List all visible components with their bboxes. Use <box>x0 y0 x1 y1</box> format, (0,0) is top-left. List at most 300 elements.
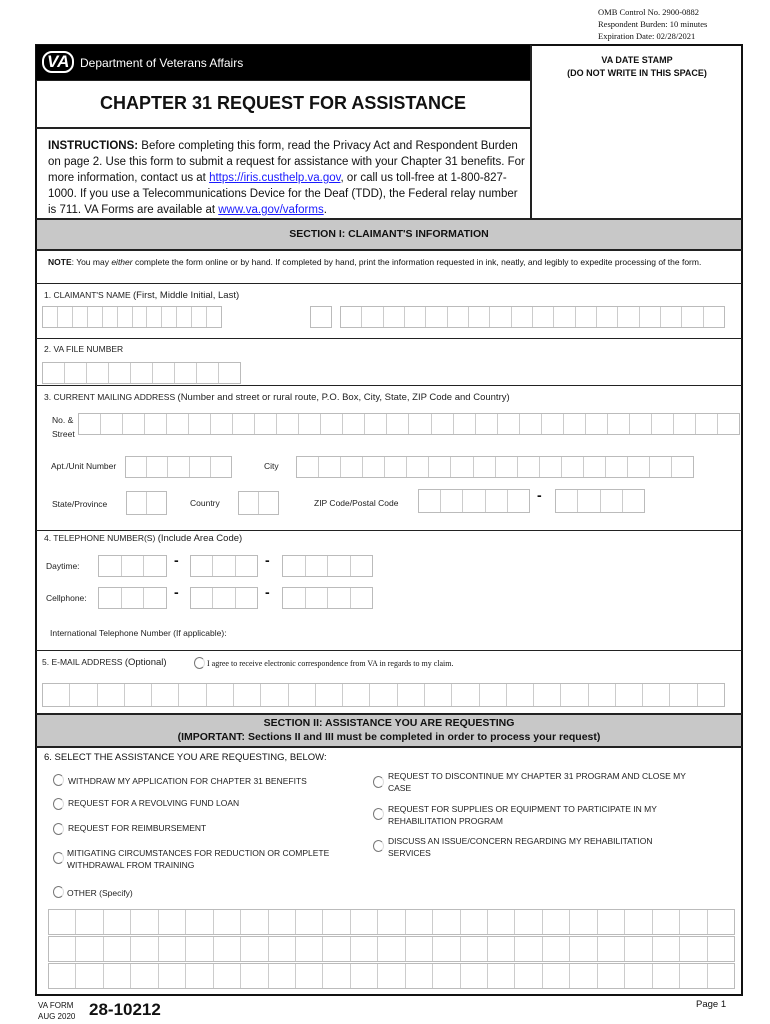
char-cell[interactable] <box>409 414 431 434</box>
option-radio[interactable] <box>373 776 384 788</box>
char-cell[interactable] <box>490 307 511 327</box>
char-cell[interactable] <box>277 414 299 434</box>
char-cell[interactable] <box>289 684 316 706</box>
char-cell[interactable] <box>452 684 479 706</box>
char-cell[interactable] <box>461 937 488 961</box>
char-cell[interactable] <box>496 457 518 477</box>
char-cell[interactable] <box>616 684 643 706</box>
state-label: State/Province <box>52 499 108 509</box>
char-cell[interactable] <box>488 910 515 934</box>
char-cell[interactable] <box>88 307 103 327</box>
char-cell[interactable] <box>43 684 70 706</box>
char-cell[interactable] <box>351 964 378 988</box>
char-cell[interactable] <box>432 414 454 434</box>
option-label: WITHDRAW MY APPLICATION FOR CHAPTER 31 BENEFITS <box>68 776 307 786</box>
char-cell[interactable] <box>543 964 570 988</box>
middle-initial-field[interactable] <box>310 306 332 328</box>
form-title: CHAPTER 31 REQUEST FOR ASSISTANCE <box>99 93 467 113</box>
char-cell[interactable] <box>283 556 306 576</box>
char-cell[interactable] <box>168 457 189 477</box>
question-6-label: 6. SELECT THE ASSISTANCE YOU ARE REQUESTING, BELOW: <box>44 752 327 763</box>
char-cell[interactable] <box>405 307 426 327</box>
char-cell[interactable] <box>43 363 65 383</box>
char-cell[interactable] <box>625 964 652 988</box>
char-cell[interactable] <box>562 457 584 477</box>
char-cell[interactable] <box>323 964 350 988</box>
char-cell[interactable] <box>419 490 441 512</box>
char-cell[interactable] <box>698 684 724 706</box>
char-cell[interactable] <box>406 937 433 961</box>
country-field[interactable] <box>238 491 279 515</box>
char-cell[interactable] <box>328 556 351 576</box>
char-cell[interactable] <box>515 937 542 961</box>
omb-info <box>598 6 707 42</box>
char-cell[interactable] <box>512 307 533 327</box>
char-cell[interactable] <box>131 937 158 961</box>
state-field[interactable] <box>126 491 167 515</box>
char-cell[interactable] <box>261 684 288 706</box>
char-cell[interactable] <box>269 937 296 961</box>
char-cell[interactable] <box>708 910 734 934</box>
char-cell[interactable] <box>239 492 259 514</box>
char-cell[interactable] <box>296 910 323 934</box>
char-cell[interactable] <box>515 964 542 988</box>
char-cell[interactable] <box>162 307 177 327</box>
char-cell[interactable] <box>448 307 469 327</box>
date-stamp-box <box>532 54 742 80</box>
zip-label: ZIP Code/Postal Code <box>314 498 399 508</box>
cell-line-field[interactable] <box>282 587 373 609</box>
char-cell[interactable] <box>543 937 570 961</box>
char-cell[interactable] <box>145 414 167 434</box>
char-cell[interactable] <box>255 414 277 434</box>
option-radio[interactable] <box>373 840 384 852</box>
char-cell[interactable] <box>426 307 447 327</box>
char-cell[interactable] <box>99 556 122 576</box>
char-cell[interactable] <box>351 588 373 608</box>
char-cell[interactable] <box>58 307 73 327</box>
char-cell[interactable] <box>236 556 257 576</box>
char-cell[interactable] <box>463 490 485 512</box>
char-cell[interactable] <box>122 588 145 608</box>
char-cell[interactable] <box>433 964 460 988</box>
char-cell[interactable] <box>207 307 221 327</box>
char-cell[interactable] <box>179 684 206 706</box>
respondent-burden: Respondent Burden: 10 minutes <box>598 19 708 29</box>
char-cell[interactable] <box>98 684 125 706</box>
char-cell[interactable] <box>104 964 131 988</box>
char-cell[interactable] <box>425 684 452 706</box>
char-cell[interactable] <box>606 457 628 477</box>
daytime-area-field[interactable] <box>98 555 167 577</box>
char-cell[interactable] <box>625 910 652 934</box>
char-cell[interactable] <box>76 910 103 934</box>
daytime-line-field[interactable] <box>282 555 373 577</box>
char-cell[interactable] <box>433 910 460 934</box>
char-cell[interactable] <box>70 684 97 706</box>
char-cell[interactable] <box>321 414 343 434</box>
last-name-field[interactable] <box>340 306 725 328</box>
char-cell[interactable] <box>144 556 166 576</box>
email-field[interactable] <box>42 683 725 707</box>
option-radio[interactable] <box>53 886 64 898</box>
char-cell[interactable] <box>153 363 175 383</box>
char-cell[interactable] <box>578 490 600 512</box>
section-1-header: SECTION I: CLAIMANT'S INFORMATION <box>37 220 741 249</box>
char-cell[interactable] <box>131 964 158 988</box>
char-cell[interactable] <box>682 307 703 327</box>
city-field[interactable] <box>296 456 694 478</box>
char-cell[interactable] <box>584 457 606 477</box>
apt-field[interactable] <box>125 456 232 478</box>
dash: - <box>265 552 270 568</box>
char-cell[interactable] <box>628 457 650 477</box>
char-cell[interactable] <box>197 363 219 383</box>
char-cell[interactable] <box>259 492 278 514</box>
char-cell[interactable] <box>561 684 588 706</box>
char-cell[interactable] <box>234 684 261 706</box>
option-radio[interactable] <box>53 774 64 786</box>
char-cell[interactable] <box>177 307 192 327</box>
char-cell[interactable] <box>159 910 186 934</box>
char-cell[interactable] <box>433 937 460 961</box>
char-cell[interactable] <box>378 964 405 988</box>
char-cell[interactable] <box>319 457 341 477</box>
char-cell[interactable] <box>515 910 542 934</box>
char-cell[interactable] <box>488 964 515 988</box>
char-cell[interactable] <box>586 414 608 434</box>
char-cell[interactable] <box>214 910 241 934</box>
char-cell[interactable] <box>508 490 529 512</box>
page-number: Page 1 <box>696 999 727 1010</box>
char-cell[interactable] <box>175 363 197 383</box>
char-cell[interactable] <box>186 937 213 961</box>
char-cell[interactable] <box>406 964 433 988</box>
char-cell[interactable] <box>311 307 331 327</box>
char-cell[interactable] <box>488 937 515 961</box>
char-cell[interactable] <box>76 937 103 961</box>
char-cell[interactable] <box>406 910 433 934</box>
char-cell[interactable] <box>76 964 103 988</box>
street-field[interactable] <box>78 413 740 435</box>
char-cell[interactable] <box>186 964 213 988</box>
apt-label: Apt./Unit Number <box>51 461 117 471</box>
char-cell[interactable] <box>104 937 131 961</box>
char-cell[interactable] <box>680 937 707 961</box>
zip-field[interactable] <box>418 489 530 513</box>
char-cell[interactable] <box>704 307 724 327</box>
char-cell[interactable] <box>365 414 387 434</box>
char-cell[interactable] <box>73 307 88 327</box>
char-cell[interactable] <box>211 457 231 477</box>
option-label: REQUEST FOR SUPPLIES OR EQUIPMENT TO PARTICIPATE IN MY REHABILITATION PROGRAM <box>388 804 657 826</box>
char-cell[interactable] <box>661 307 682 327</box>
char-cell[interactable] <box>486 490 508 512</box>
expiration-date: Expiration Date: 02/28/2021 <box>598 31 696 41</box>
char-cell[interactable] <box>241 937 268 961</box>
char-cell[interactable] <box>118 307 133 327</box>
char-cell[interactable] <box>49 964 76 988</box>
char-cell[interactable] <box>570 964 597 988</box>
char-cell[interactable] <box>191 588 213 608</box>
char-cell[interactable] <box>296 964 323 988</box>
char-cell[interactable] <box>680 910 707 934</box>
char-cell[interactable] <box>618 307 639 327</box>
option-label: DISCUSS AN ISSUE/CONCERN REGARDING MY REHABILITATION SERVICES <box>388 836 653 858</box>
cell-prefix-field[interactable] <box>190 587 258 609</box>
char-cell[interactable] <box>283 588 306 608</box>
char-cell[interactable] <box>589 684 616 706</box>
char-cell[interactable] <box>554 307 575 327</box>
char-cell[interactable] <box>211 414 233 434</box>
cell-area-field[interactable] <box>98 587 167 609</box>
char-cell[interactable] <box>451 457 473 477</box>
char-cell[interactable] <box>191 556 213 576</box>
char-cell[interactable] <box>341 457 363 477</box>
char-cell[interactable] <box>650 457 672 477</box>
instructions: INSTRUCTIONS: Before completing this form, read the Privacy Act and Respondent Burden on page 2. Use this form to submit a request for assistance with your Chapter 31 benefits. For more information, contact us at https://iris.custhelp.va.gov, or call us toll-free at 1-800-827-1000. If you use a Telecommunications Device for the Deaf (TDD), the Federal relay number is 711. VA Forms are available at www.va.gov/vaforms. <box>48 140 525 216</box>
daytime-label: Daytime: <box>46 561 80 571</box>
char-cell[interactable] <box>454 414 476 434</box>
char-cell[interactable] <box>207 684 234 706</box>
char-cell[interactable] <box>362 307 383 327</box>
char-cell[interactable] <box>167 414 189 434</box>
char-cell[interactable] <box>378 910 405 934</box>
char-cell[interactable] <box>343 684 370 706</box>
char-cell[interactable] <box>159 937 186 961</box>
char-cell[interactable] <box>469 307 490 327</box>
char-cell[interactable] <box>152 684 179 706</box>
char-cell[interactable] <box>623 490 644 512</box>
char-cell[interactable] <box>363 457 385 477</box>
char-cell[interactable] <box>630 414 652 434</box>
char-cell[interactable] <box>123 414 145 434</box>
other-specify-line-1[interactable] <box>48 909 735 935</box>
zip-plus4-field[interactable] <box>555 489 645 513</box>
option-label: REQUEST FOR A REVOLVING FUND LOAN <box>68 798 240 808</box>
char-cell[interactable] <box>643 684 670 706</box>
char-cell[interactable] <box>133 307 148 327</box>
char-cell[interactable] <box>343 414 365 434</box>
char-cell[interactable] <box>387 414 409 434</box>
dash: - <box>265 584 270 600</box>
char-cell[interactable] <box>306 556 329 576</box>
char-cell[interactable] <box>598 964 625 988</box>
char-cell[interactable] <box>398 684 425 706</box>
address-label: 3. CURRENT MAILING ADDRESS (Number and street or rural route, P.O. Box, City, State, ZIP Code and Country) <box>44 392 510 403</box>
char-cell[interactable] <box>219 363 240 383</box>
char-cell[interactable] <box>441 490 463 512</box>
char-cell[interactable] <box>670 684 697 706</box>
char-cell[interactable] <box>109 363 131 383</box>
char-cell[interactable] <box>556 490 578 512</box>
char-cell[interactable] <box>269 910 296 934</box>
char-cell[interactable] <box>122 556 145 576</box>
intl-phone-label: International Telephone Number (If applicable): <box>50 628 227 638</box>
char-cell[interactable] <box>190 457 211 477</box>
dash: - <box>174 584 179 600</box>
char-cell[interactable] <box>576 307 597 327</box>
other-specify-line-3[interactable] <box>48 963 735 989</box>
char-cell[interactable] <box>99 588 122 608</box>
char-cell[interactable] <box>186 910 213 934</box>
option-radio[interactable] <box>373 808 384 820</box>
char-cell[interactable] <box>241 910 268 934</box>
char-cell[interactable] <box>518 457 540 477</box>
char-cell[interactable] <box>233 414 255 434</box>
char-cell[interactable] <box>65 363 87 383</box>
char-cell[interactable] <box>653 910 680 934</box>
section-2-header <box>37 715 741 746</box>
agency-banner <box>36 45 530 80</box>
char-cell[interactable] <box>214 937 241 961</box>
char-cell[interactable] <box>542 414 564 434</box>
char-cell[interactable] <box>127 492 147 514</box>
char-cell[interactable] <box>323 937 350 961</box>
char-cell[interactable] <box>306 588 329 608</box>
phone-label: 4. TELEPHONE NUMBER(S) (Include Area Code) <box>44 533 243 544</box>
char-cell[interactable] <box>653 964 680 988</box>
char-cell[interactable] <box>49 937 76 961</box>
char-cell[interactable] <box>601 490 623 512</box>
char-cell[interactable] <box>351 937 378 961</box>
char-cell[interactable] <box>674 414 696 434</box>
iris-link[interactable]: https://iris.custhelp.va.gov <box>209 172 341 184</box>
char-cell[interactable] <box>341 307 362 327</box>
char-cell[interactable] <box>597 307 618 327</box>
char-cell[interactable] <box>351 910 378 934</box>
char-cell[interactable] <box>87 363 109 383</box>
char-cell[interactable] <box>131 363 153 383</box>
char-cell[interactable] <box>520 414 542 434</box>
char-cell[interactable] <box>241 964 268 988</box>
char-cell[interactable] <box>323 910 350 934</box>
char-cell[interactable] <box>672 457 693 477</box>
char-cell[interactable] <box>213 556 235 576</box>
char-cell[interactable] <box>125 684 152 706</box>
street-label: No. & Street <box>52 415 75 439</box>
char-cell[interactable] <box>147 457 168 477</box>
option-label: REQUEST TO DISCONTINUE MY CHAPTER 31 PROGRAM AND CLOSE MY CASE <box>388 771 686 793</box>
vaforms-link[interactable]: www.va.gov/vaforms <box>218 204 324 216</box>
char-cell[interactable] <box>79 414 101 434</box>
note: NOTE: You may either complete the form online or by hand. If completed by hand, print the information requested in ink, neatly, and legibly to expedite processing of the form. <box>48 257 702 267</box>
char-cell[interactable] <box>507 684 534 706</box>
char-cell[interactable] <box>126 457 147 477</box>
char-cell[interactable] <box>608 414 630 434</box>
cellphone-label: Cellphone: <box>46 593 87 603</box>
char-cell[interactable] <box>461 910 488 934</box>
va-file-label: 2. VA FILE NUMBER <box>44 344 124 354</box>
char-cell[interactable] <box>540 457 562 477</box>
char-cell[interactable] <box>570 910 597 934</box>
char-cell[interactable] <box>159 964 186 988</box>
char-cell[interactable] <box>598 910 625 934</box>
char-cell[interactable] <box>718 414 739 434</box>
dash: - <box>174 552 179 568</box>
option-radio[interactable] <box>53 823 64 835</box>
char-cell[interactable] <box>103 307 118 327</box>
char-cell[interactable] <box>570 937 597 961</box>
char-cell[interactable] <box>104 910 131 934</box>
va-file-number-field[interactable] <box>42 362 241 384</box>
char-cell[interactable] <box>461 964 488 988</box>
char-cell[interactable] <box>49 910 76 934</box>
char-cell[interactable] <box>192 307 207 327</box>
char-cell[interactable] <box>625 937 652 961</box>
char-cell[interactable] <box>147 492 166 514</box>
char-cell[interactable] <box>43 307 58 327</box>
char-cell[interactable] <box>534 684 561 706</box>
option-radio[interactable] <box>53 798 64 810</box>
char-cell[interactable] <box>407 457 429 477</box>
daytime-prefix-field[interactable] <box>190 555 258 577</box>
section-2-title: SECTION II: ASSISTANCE YOU ARE REQUESTING <box>263 717 515 729</box>
char-cell[interactable] <box>213 588 235 608</box>
char-cell[interactable] <box>236 588 257 608</box>
form-id-label: VA FORM AUG 2020 <box>38 1001 76 1021</box>
char-cell[interactable] <box>480 684 507 706</box>
country-label: Country <box>190 498 220 508</box>
first-name-field[interactable] <box>42 306 222 328</box>
char-cell[interactable] <box>299 414 321 434</box>
char-cell[interactable] <box>384 307 405 327</box>
char-cell[interactable] <box>297 457 319 477</box>
char-cell[interactable] <box>429 457 451 477</box>
omb-control: OMB Control No. 2900-0882 <box>598 7 700 17</box>
char-cell[interactable] <box>498 414 520 434</box>
email-label: 5. E-MAIL ADDRESS (Optional) <box>42 657 167 668</box>
char-cell[interactable] <box>598 937 625 961</box>
char-cell[interactable] <box>653 937 680 961</box>
char-cell[interactable] <box>214 964 241 988</box>
char-cell[interactable] <box>708 937 734 961</box>
char-cell[interactable] <box>564 414 586 434</box>
char-cell[interactable] <box>696 414 718 434</box>
option-radio[interactable] <box>53 852 64 864</box>
email-consent-radio[interactable] <box>194 657 205 669</box>
char-cell[interactable] <box>652 414 674 434</box>
char-cell[interactable] <box>147 307 162 327</box>
char-cell[interactable] <box>144 588 166 608</box>
char-cell[interactable] <box>474 457 496 477</box>
va-logo-icon: VA <box>42 51 74 73</box>
char-cell[interactable] <box>385 457 407 477</box>
char-cell[interactable] <box>378 937 405 961</box>
char-cell[interactable] <box>131 910 158 934</box>
char-cell[interactable] <box>189 414 211 434</box>
char-cell[interactable] <box>296 937 323 961</box>
char-cell[interactable] <box>640 307 661 327</box>
char-cell[interactable] <box>543 910 570 934</box>
char-cell[interactable] <box>269 964 296 988</box>
char-cell[interactable] <box>351 556 373 576</box>
agency-name: Department of Veterans Affairs <box>80 56 244 70</box>
char-cell[interactable] <box>533 307 554 327</box>
char-cell[interactable] <box>476 414 498 434</box>
char-cell[interactable] <box>680 964 707 988</box>
email-consent-label: I agree to receive electronic correspondence from VA in regards to my claim. <box>207 659 454 668</box>
other-specify-line-2[interactable] <box>48 936 735 962</box>
char-cell[interactable] <box>328 588 351 608</box>
section-2-subtitle: (IMPORTANT: Sections II and III must be completed in order to process your request) <box>177 731 601 743</box>
char-cell[interactable] <box>370 684 397 706</box>
char-cell[interactable] <box>316 684 343 706</box>
zip-dash: - <box>537 487 542 503</box>
name-label: 1. CLAIMANT'S NAME (First, Middle Initial, Last) <box>44 290 240 301</box>
char-cell[interactable] <box>708 964 734 988</box>
char-cell[interactable] <box>101 414 123 434</box>
